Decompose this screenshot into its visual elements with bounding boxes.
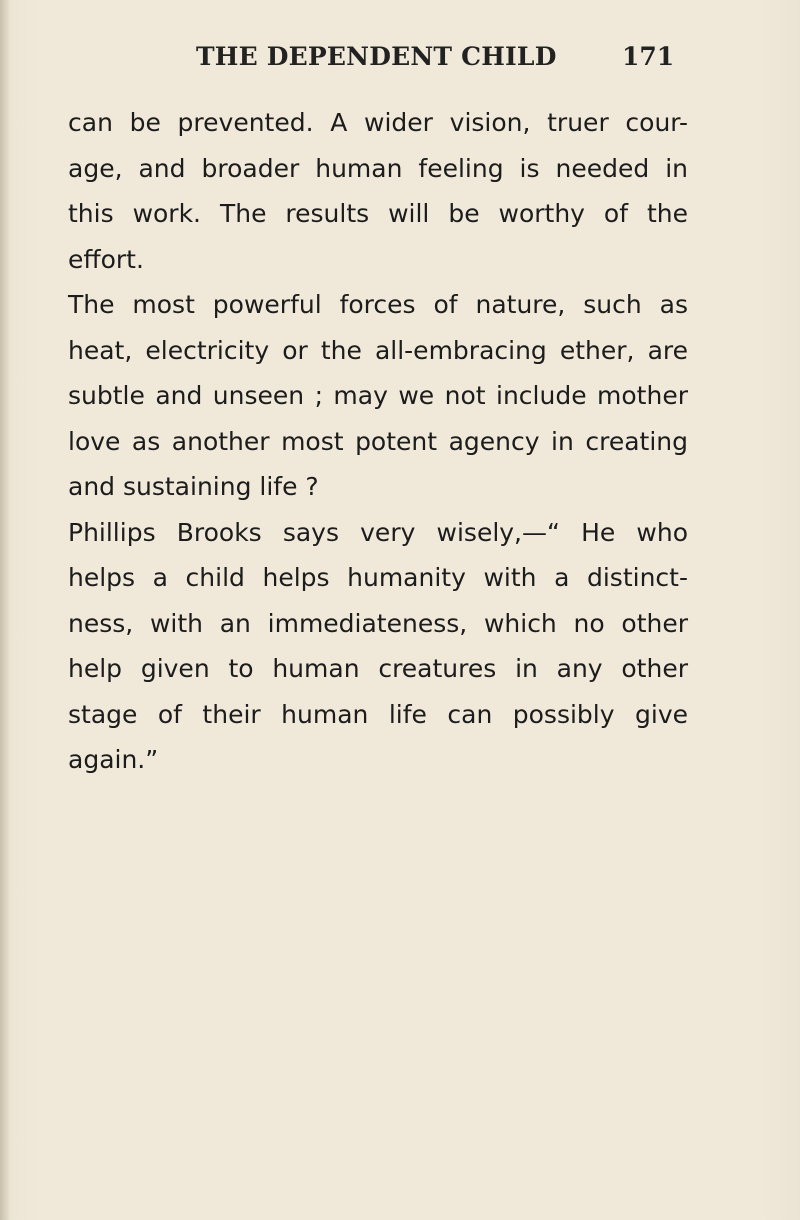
text-line: stage of their human life can possibly give (68, 699, 688, 729)
running-head (0, 42, 800, 82)
text-line: this work. The results will be worthy of the (68, 199, 688, 228)
text-line: help given to human creatures in any other (68, 654, 688, 683)
text-line: subtle and unseen ; may we not include mother (68, 381, 688, 410)
text-line: Phillips Brooks says very wisely,—“ He who (68, 517, 688, 547)
text-line: heat, electricity or the all-embracing ether, are (68, 335, 688, 365)
text-line: helps a child helps humanity with a distinct- (68, 563, 688, 592)
text-line: ness, with an immediateness, which no other (68, 608, 688, 638)
text-line: age, and broader human feeling is needed in (68, 153, 688, 183)
text-line: can be prevented. A wider vision, truer cour- (68, 108, 688, 137)
text-line: again.” (68, 745, 159, 774)
text-line: The most powerful forces of nature, such as (68, 290, 688, 319)
text-line: and sustaining life ? (68, 472, 319, 501)
page-number: 171 (622, 42, 675, 71)
text-line: effort. (68, 244, 144, 274)
page-gutter-shadow (0, 0, 10, 1220)
running-head-title: THE DEPENDENT CHILD (196, 42, 557, 71)
body-text (68, 100, 688, 783)
text-line: love as another most potent agency in creating (68, 426, 688, 456)
